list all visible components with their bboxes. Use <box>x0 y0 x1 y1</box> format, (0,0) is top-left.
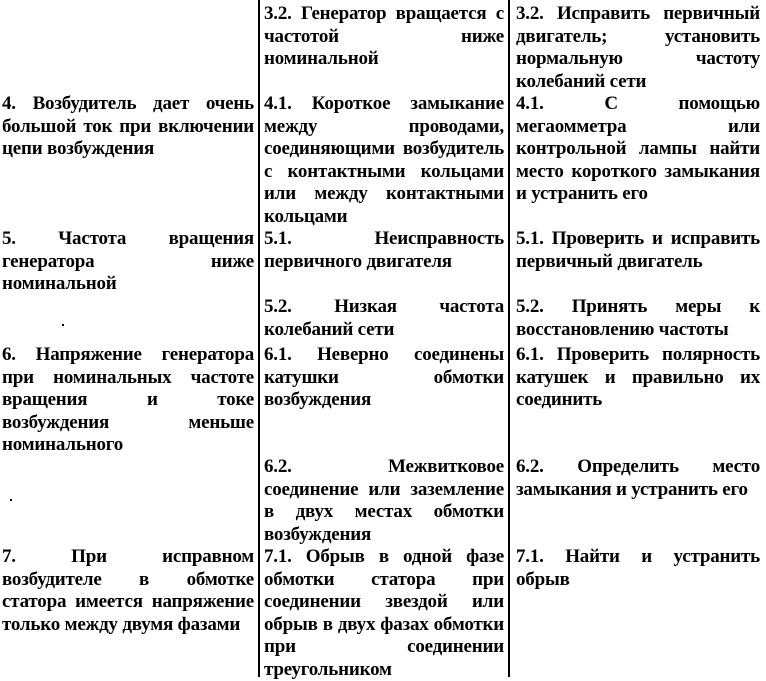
remedy-5-2: 5.2. Принять меры к восстановлению частоты <box>516 296 760 340</box>
cause-6-2: 6.2. Межвитковое соединение или заземление в двух местах обмотки возбуждения <box>264 456 504 545</box>
cause-3-2: 3.2. Генератор вращается с частотой ниже номинальной <box>264 3 504 69</box>
cause-5-1: 5.1. Неисправность первичного двигателя <box>264 228 504 272</box>
cause-4-1: 4.1. Короткое замыкание между проводами, соединяющими возбудитель с контактными кольцами или между контактными кольцами <box>264 93 504 227</box>
remedy-4-1: 4.1. С помощью мегаомметра или контрольной лампы найти место короткого замыкания и устранить его <box>516 93 760 204</box>
cause-7-1: 7.1. Обрыв в одной фазе обмотки статора при соединении звездой или обрыв в двух фазах обмотки при соединении треугольником <box>264 546 504 680</box>
scan-speck <box>62 324 64 326</box>
scan-speck <box>10 499 12 501</box>
fault-4: 4. Возбудитель дает очень большой ток при включении цепи возбуждения <box>2 93 254 159</box>
column-divider-right <box>508 0 510 677</box>
cause-6-1: 6.1. Неверно соединены катушки обмотки возбуждения <box>264 344 504 410</box>
fault-7: 7. При исправном возбудителе в обмотке статора имеется напряжение только между двумя фазами <box>2 546 254 635</box>
remedy-5-1: 5.1. Проверить и исправить первичный двигатель <box>516 228 760 272</box>
cause-5-2: 5.2. Низкая частота колебаний сети <box>264 296 504 340</box>
fault-5: 5. Частота вращения генератора ниже номинальной <box>2 228 254 294</box>
remedy-3-2: 3.2. Исправить первичный двигатель; установить нормальную частоту колебаний сети <box>516 3 760 92</box>
remedy-6-1: 6.1. Проверить полярность катушек и правильно их соединить <box>516 344 760 410</box>
fault-6: 6. Напряжение генератора при номинальных частоте вращения и токе возбуждения меньше номинального <box>2 344 254 455</box>
remedy-7-1: 7.1. Найти и устранить обрыв <box>516 546 760 590</box>
remedy-6-2: 6.2. Определить место замыкания и устранить его <box>516 456 760 500</box>
column-divider-left <box>258 0 260 677</box>
